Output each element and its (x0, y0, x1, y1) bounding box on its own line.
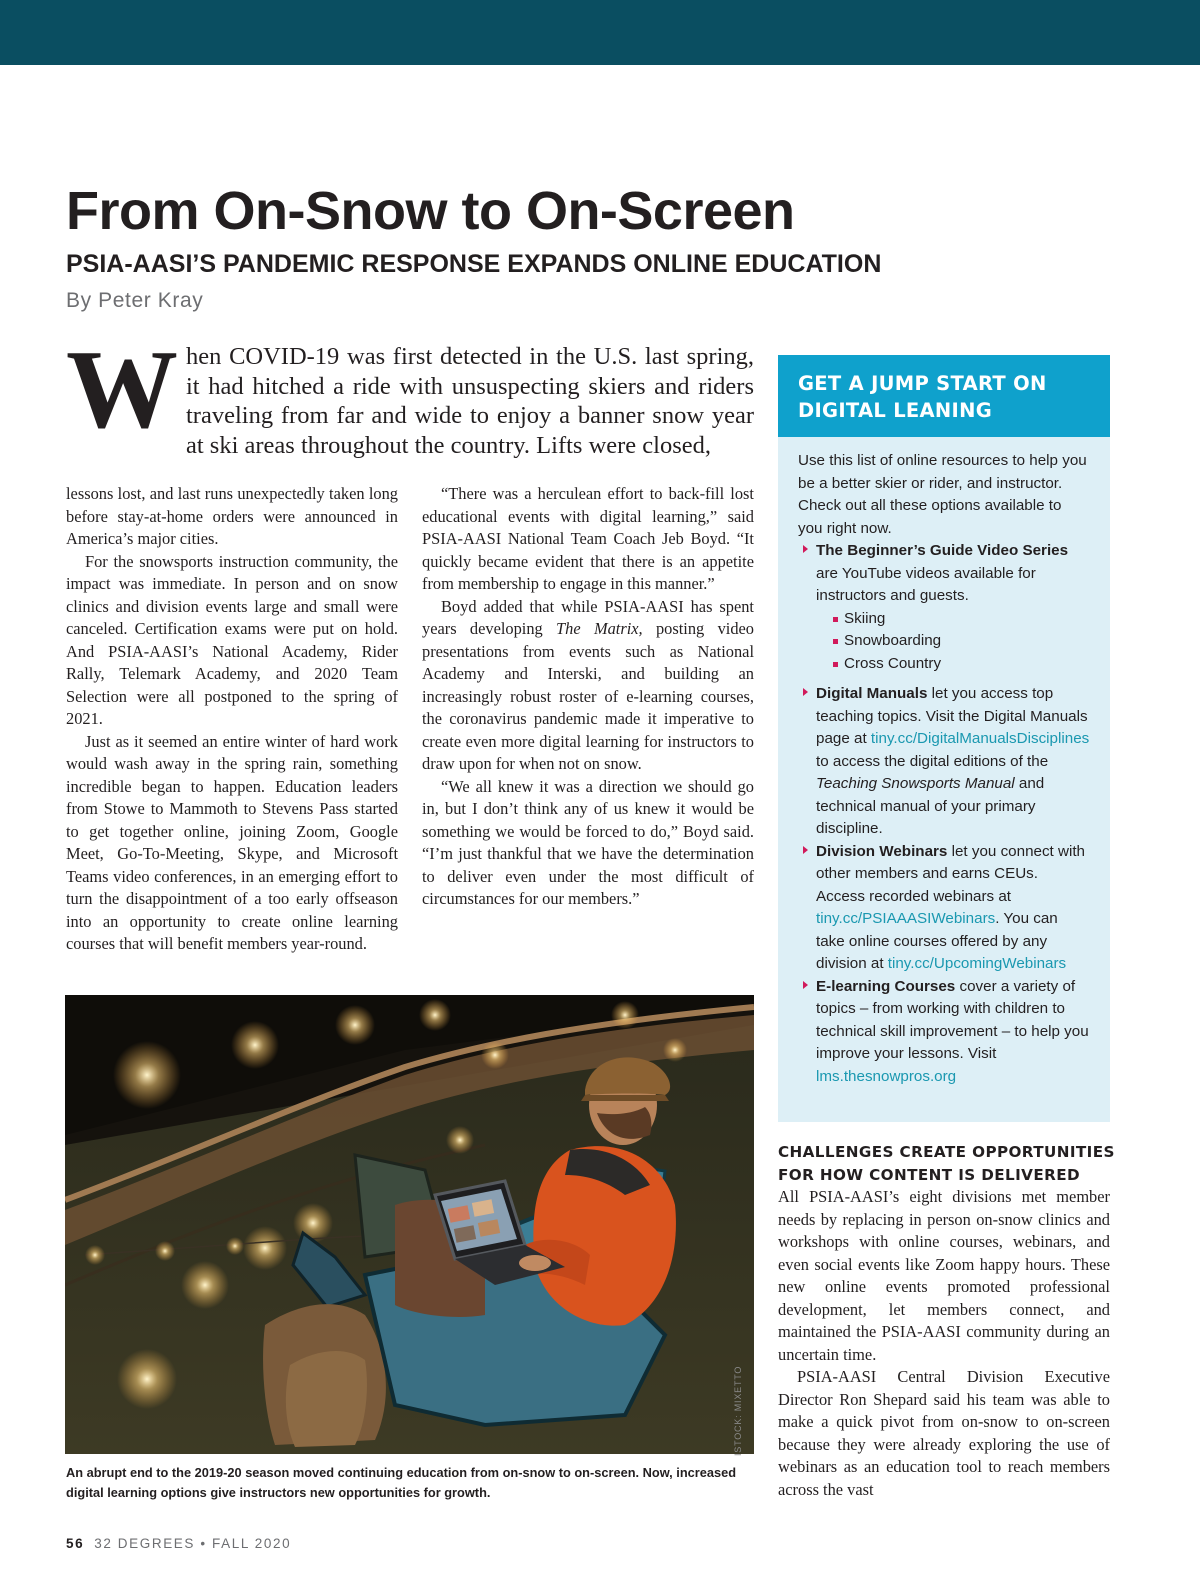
resource-title: The Beginner’s Guide Video Series (816, 542, 1069, 559)
photo-credit (733, 1365, 747, 1456)
triangle-bullet-icon (803, 846, 808, 854)
sidebar-heading-line: GET A JUMP START ON (798, 372, 1047, 395)
body-paragraph: PSIA-AASI Central Division Executive Director Ron Shepard said his team was able to make a quick pivot from on-snow to on-screen because they were already exploring the use of webinars as an education tool to reach members across the vast (778, 1367, 1110, 1499)
resource-item (816, 976, 1090, 1089)
article-photo (65, 995, 754, 1454)
sidebar-body (778, 437, 1110, 1088)
page-footer (66, 1536, 291, 1551)
photo-caption: An abrupt end to the 2019-20 season moved continuing education from on-snow to on-screen. Now, increased digital learning options give instructors new opportunities for growth. (66, 1465, 737, 1500)
recorded-webinars-link[interactable]: tiny.cc/PSIAAASIWebinars (816, 910, 996, 927)
body-column-3 (778, 1186, 1110, 1501)
square-bullet-icon (833, 617, 838, 622)
triangle-bullet-icon (803, 981, 808, 989)
manual-title: Teaching Snowsports Manual (816, 775, 1015, 792)
sublist-item (844, 653, 1090, 676)
body-text: posting video presentations from events such as National Academy and Interski, and building an increasingly robust roster of e-learning courses, the coronavirus pandemic made it imperative to create even more digital learning for instructors to draw upon for when not on snow. (422, 619, 754, 773)
sidebar-heading-line: DIGITAL LEANING (798, 399, 993, 422)
resource-item (816, 540, 1090, 683)
lede-paragraph (66, 328, 754, 460)
sublist-label: Skiing (844, 609, 886, 627)
article-title: From On-Snow to On-Screen (66, 181, 795, 241)
drop-cap: W (66, 328, 178, 452)
resource-text: to access the digital editions of the (816, 752, 1049, 770)
body-paragraph (422, 596, 754, 776)
resource-text: cover a variety of topics – from working with children to technical skill improvement – to help you improve your lessons. Visit (816, 977, 1089, 1062)
resource-item (816, 683, 1090, 841)
square-bullet-icon (833, 662, 838, 667)
square-bullet-icon (833, 639, 838, 644)
sidebar-box (778, 355, 1110, 1122)
sublist-item (844, 630, 1090, 653)
resource-title: Digital Manuals (816, 685, 928, 702)
resource-text: . You can take online courses offered by any division at (816, 910, 1058, 972)
top-color-bar (0, 0, 1200, 65)
publication-name: 32 DEGREES • FALL 2020 (94, 1536, 292, 1551)
sidebar-header (778, 355, 1110, 437)
page-number: 56 (66, 1536, 85, 1551)
article-subtitle: PSIA-AASI’S PANDEMIC RESPONSE EXPANDS ONLINE EDUCATION (66, 250, 882, 278)
body-paragraph: Just as it seemed an entire winter of hard work would wash away in the spring rain, something incredible began to happen. Education leaders from Stowe to Mammoth to Stevens Pass started to get together online, joining Zoom, Google Meet, Go-To-Meeting, Skype, and Microsoft Teams video conferences, in an emerging effort to turn the disappointment of a too early offseason into an opportunity to create online learning courses that will benefit members year-round. (66, 731, 398, 953)
photo-credit-text: ISTOCK: MIXETTO (733, 1365, 743, 1456)
body-text: Boyd added that while PSIA-AASI has spent years developing (422, 596, 754, 638)
resource-text: and technical manual of your primary discipline. (816, 775, 1045, 837)
body-paragraph: “There was a herculean effort to back-fill lost educational events with digital learning,” said PSIA-AASI National Team Coach Jeb Boyd. “It quickly became evident that there is an appetite from membership to engage in this manner.” (422, 484, 754, 593)
upcoming-webinars-link[interactable]: tiny.cc/UpcomingWebinars (887, 955, 1067, 972)
publication-title: The Matrix, (556, 619, 643, 638)
resource-text: let you access top teaching topics. Visit the Digital Manuals page at (816, 685, 1088, 747)
video-series-sublist (816, 608, 1090, 684)
lede-text: hen COVID-19 was first detected in the U.S. last spring, it had hitched a ride with unsuspecting skiers and riders traveling from far and wide to enjoy a banner snow year at ski areas throughout the country. Lifts were closed, (186, 343, 754, 459)
sublist-label: Snowboarding (844, 632, 942, 649)
body-paragraph: All PSIA-AASI’s eight divisions met member needs by replacing in person on-snow clinics and workshops with online courses, webinars, and even social events like Zoom happy hours. These new online events promoted professional development, let members connect, and maintained the PSIA-AASI community during an uncertain time. (778, 1187, 1110, 1364)
resource-item (816, 841, 1090, 976)
sublist-item (844, 608, 1090, 631)
digital-manuals-link[interactable]: tiny.cc/DigitalManualsDisciplines (870, 730, 1090, 747)
resource-title: E-learning Courses (816, 977, 956, 995)
body-paragraph: For the snowsports instruction community, the impact was immediate. In person and on snow clinics and division events large and small were canceled. Certification exams were put on hold. And PSIA-AASI’s National Academy, Rider Rally, Telemark Academy, and 2020 Team Selection were all postponed to the spring of 2021. (66, 551, 398, 728)
byline: By Peter Kray (66, 289, 204, 312)
sublist-label: Cross Country (844, 654, 942, 672)
section-heading: CHALLENGES CREATE OPPORTUNITIES FOR HOW CONTENT IS DELIVERED (778, 1143, 1115, 1184)
resource-title: Division Webinars (816, 842, 948, 860)
body-column-1 (66, 483, 398, 956)
night-camping-laptop-image (65, 995, 754, 1454)
resource-text: let you connect with other members and earns CEUs. Access recorded webinars at (816, 842, 1085, 905)
resource-text: are YouTube videos available for instructors and guests. (816, 564, 1036, 604)
triangle-bullet-icon (803, 688, 808, 696)
resource-list (798, 540, 1090, 1088)
body-column-2 (422, 483, 754, 911)
body-paragraph: lessons lost, and last runs unexpectedly taken long before stay-at-home orders were announced in America’s major cities. (66, 484, 398, 548)
triangle-bullet-icon (803, 545, 808, 553)
body-paragraph: “We all knew it was a direction we should go in, but I don’t think any of us knew it would be something we would be forced to do,” Boyd said. “I’m just thankful that we have the determination to deliver even under the most difficult of circumstances for our members.” (422, 776, 754, 908)
sidebar-intro: Use this list of online resources to help you be a better skier or rider, and instructor. Check out all these options available to you right now. (798, 452, 1087, 537)
elearning-link[interactable]: lms.thesnowpros.org (816, 1067, 957, 1085)
